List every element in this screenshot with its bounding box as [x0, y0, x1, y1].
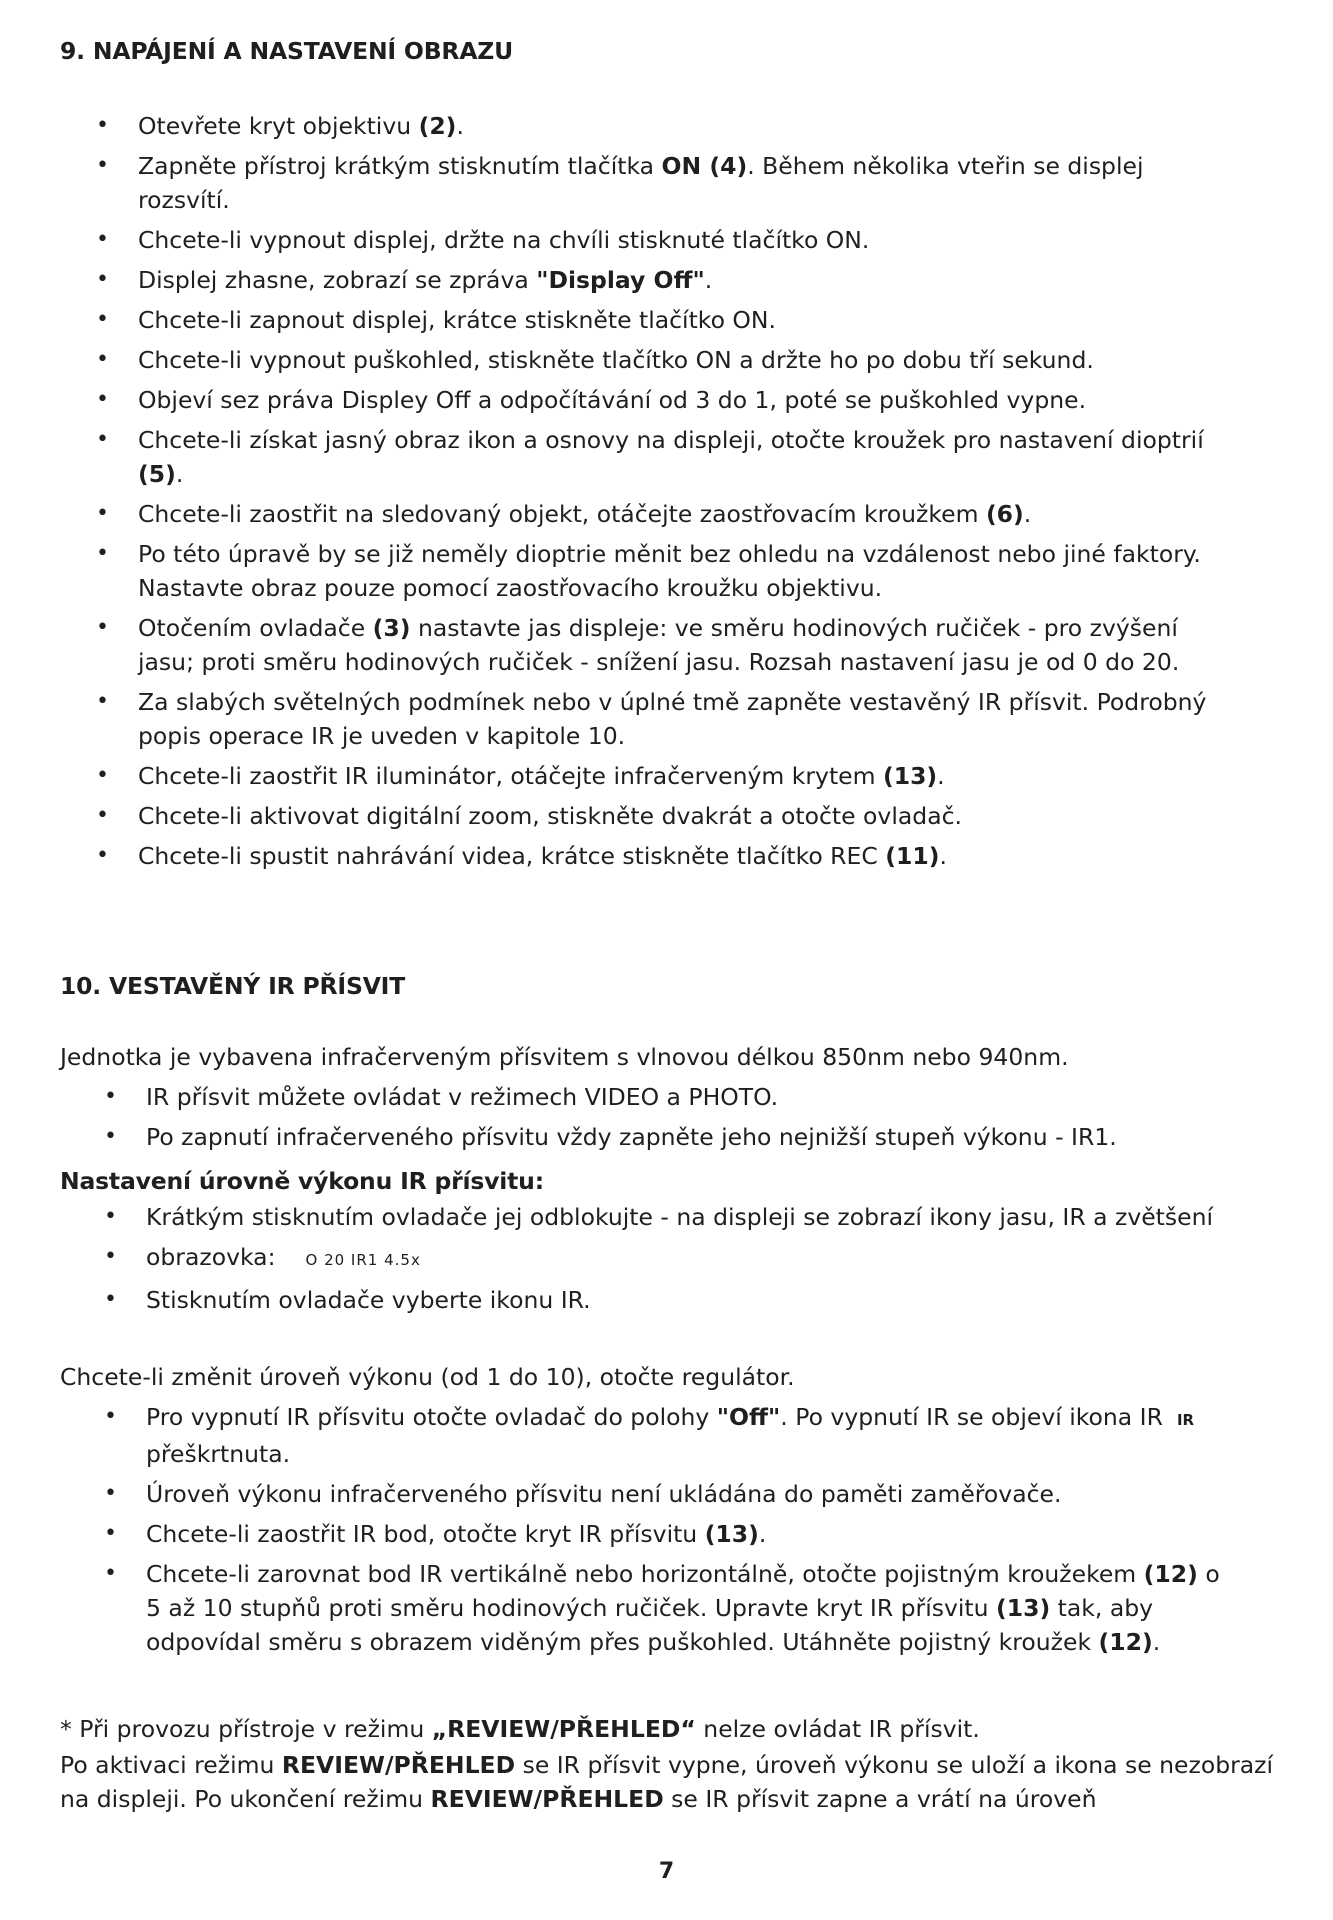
list-item: • Chcete-li aktivovat digitální zoom, stiskněte dvakrát a otočte ovladač. [96, 799, 1226, 833]
list-item: • Chcete-li zaostřit IR iluminátor, otáčejte infračerveným krytem (13). [96, 759, 1226, 793]
list-item: • IR přísvit můžete ovládat v režimech VIDEO a PHOTO. [104, 1080, 1234, 1114]
review-paragraph: Po aktivaci režimu REVIEW/PŘEHLED se IR přísvit vypne, úroveň výkonu se uloží a ikona se nezobrazí na displeji. Po ukončení režimu REVIEW/PŘEHLED se IR přísvit zapne a vrátí na úroveň [60, 1751, 1274, 1813]
list-item: • Chcete-li zaostřit na sledovaný objekt, otáčejte zaostřovacím kroužkem (6). [96, 497, 1226, 531]
list-item: • Chcete-li spustit nahrávání videa, krátce stiskněte tlačítko REC (11). [96, 839, 1226, 873]
list-item: • Chcete-li zaostřit IR bod, otočte kryt IR přísvitu (13). [104, 1517, 1234, 1551]
section-9-list [96, 109, 1226, 879]
section-10-title: 10. VESTAVĚNÝ IR PŘÍSVIT [60, 972, 406, 1000]
list-item: • Chcete-li získat jasný obraz ikon a osnovy na displeji, otočte kroužek pro nastavení dioptrií (5). [96, 423, 1226, 491]
review-note: * Při provozu přístroje v režimu „REVIEW/PŘEHLED“ nelze ovládat IR přísvit. [60, 1715, 980, 1743]
list-item: • Zapněte přístroj krátkým stisknutím tlačítka ON (4). Během několika vteřin se displej rozsvítí. [96, 149, 1226, 217]
screen-label: obrazovka: [146, 1243, 276, 1271]
list-item: • Chcete-li vypnout displej, držte na chvíli stisknuté tlačítko ON. [96, 223, 1226, 257]
ir-crossed-icon: IR [1176, 1411, 1195, 1429]
list-item: • Displej zhasne, zobrazí se zpráva "Display Off". [96, 263, 1226, 297]
list-item: • Krátkým stisknutím ovladače jej odblokujte - na displeji se zobrazí ikony jasu, IR a zvětšení [104, 1200, 1234, 1234]
section-9-title: 9. NAPÁJENÍ A NASTAVENÍ OBRAZU [60, 37, 514, 65]
list-item: • Otevřete kryt objektivu (2). [96, 109, 1226, 143]
ir-usage-list [104, 1080, 1234, 1160]
ir-level-list [104, 1200, 1234, 1323]
ir-level-subheading: Nastavení úrovně výkonu IR přísvitu: [60, 1167, 544, 1195]
list-item: • Chcete-li zapnout displej, krátce stiskněte tlačítko ON. [96, 303, 1226, 337]
section-10-intro: Jednotka je vybavena infračerveným přísvitem s vlnovou délkou 850nm nebo 940nm. [60, 1043, 1069, 1071]
screen-icon-values: O 20 IR1 4.5x [305, 1251, 421, 1269]
list-item: • Po této úpravě by se již neměly dioptrie měnit bez ohledu na vzdálenost nebo jiné faktory. Nastavte obraz pouze pomocí zaostřovacího kroužku objektivu. [96, 537, 1226, 605]
list-item: • Otočením ovladače (3) nastavte jas displeje: ve směru hodinových ručiček - pro zvýšení jasu; proti směru hodinových ručiček - snížení jasu. Rozsah nastavení jasu je od 0 do 20. [96, 611, 1226, 679]
ir-off-list [104, 1400, 1234, 1665]
list-item: • Objeví sez práva Displey Off a odpočítávání od 3 do 1, poté se puškohled vypne. [96, 383, 1226, 417]
list-item [104, 1240, 1234, 1277]
list-item: • Pro vypnutí IR přísvitu otočte ovladač do polohy "Off". Po vypnutí IR se objeví ikona IR IR přeškrtnuta. [104, 1400, 1234, 1471]
list-item: • Úroveň výkonu infračerveného přísvitu není ukládána do paměti zaměřovače. [104, 1477, 1234, 1511]
list-item: • Stisknutím ovladače vyberte ikonu IR. [104, 1283, 1234, 1317]
list-item: • Chcete-li vypnout puškohled, stiskněte tlačítko ON a držte ho po dobu tří sekund. [96, 343, 1226, 377]
list-item: • Po zapnutí infračerveného přísvitu vždy zapněte jeho nejnižší stupeň výkonu - IR1. [104, 1120, 1234, 1154]
list-item: • Za slabých světelných podmínek nebo v úplné tmě zapněte vestavěný IR přísvit. Podrobný popis operace IR je uveden v kapitole 10. [96, 685, 1226, 753]
page-number: 7 [658, 1859, 675, 1884]
list-item: • Chcete-li zarovnat bod IR vertikálně nebo horizontálně, otočte pojistným kroužekem (12) o 5 až 10 stupňů proti směru hodinových ručiček. Upravte kryt IR přísvitu (13) tak, aby odpovídal směru s obrazem viděným přes puškohled. Utáhněte pojistný kroužek (12). [104, 1557, 1234, 1659]
change-level-text: Chcete-li změnit úroveň výkonu (od 1 do 10), otočte regulátor. [60, 1363, 795, 1391]
